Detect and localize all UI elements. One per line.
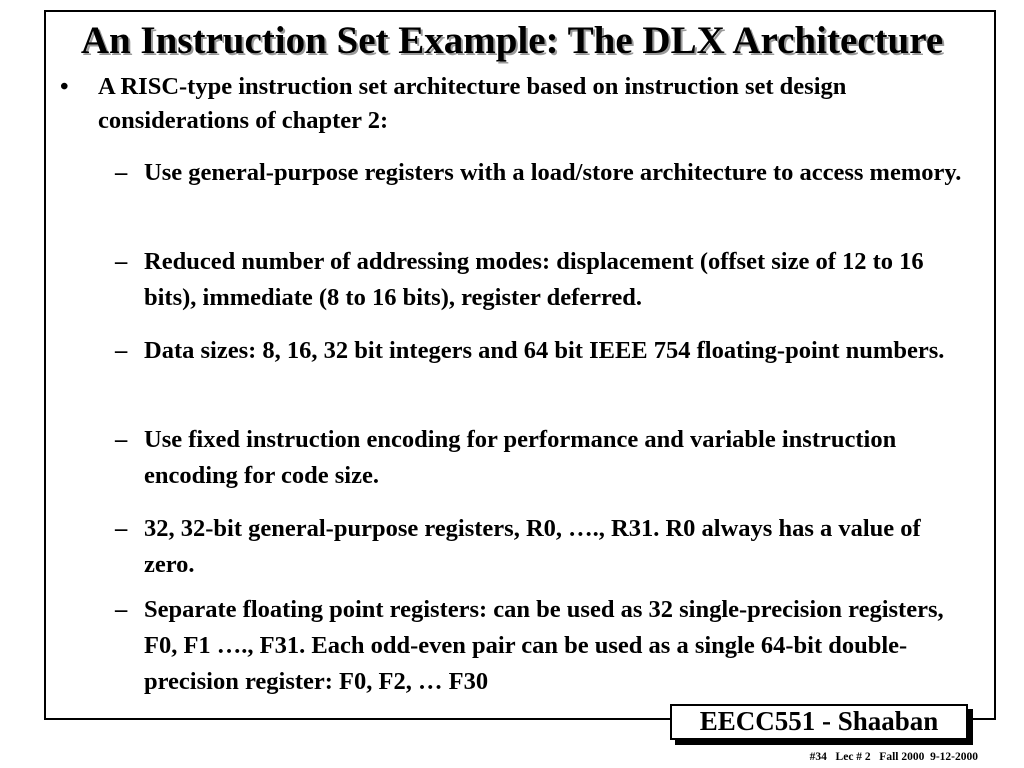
sub-bullet-text: Data sizes: 8, 16, 32 bit integers and 64 bit IEEE 754 floating-point numbers.	[144, 337, 945, 364]
dash-marker: –	[115, 426, 128, 453]
course-badge	[670, 704, 968, 740]
slide-title: An Instruction Set Example: The DLX Architecture	[80, 19, 944, 62]
sub-bullet-text: Use general-purpose registers with a load/store architecture to access memory.	[144, 159, 962, 186]
lecture-info: #34 Lec # 2 Fall 2000 9-12-2000	[809, 751, 978, 763]
sub-bullet-text: Use fixed instruction encoding for performance and variable instruction encoding for code size.	[144, 426, 897, 489]
dash-marker: –	[115, 159, 128, 186]
dash-marker: –	[115, 596, 128, 623]
dash-marker: –	[115, 248, 128, 275]
bullet-marker: •	[60, 73, 69, 100]
dash-marker: –	[115, 515, 128, 542]
course-badge-text: EECC551 - Shaaban	[699, 706, 939, 736]
bullet-text: A RISC-type instruction set architecture based on instruction set design considerations of chapter 2:	[98, 73, 847, 134]
sub-bullet-text: Separate floating point registers: can be used as 32 single-precision registers, F0, F1 …., F31. Each odd-even pair can be used as a single 64-bit double-precision register: F0, F2, … F30	[144, 596, 944, 695]
sub-bullet-text: Reduced number of addressing modes: displacement (offset size of 12 to 16 bits), immediate (8 to 16 bits), register deferred.	[144, 248, 924, 311]
sub-bullet-text: 32, 32-bit general-purpose registers, R0, …., R31. R0 always has a value of zero.	[144, 515, 921, 578]
dash-marker: –	[115, 337, 128, 364]
